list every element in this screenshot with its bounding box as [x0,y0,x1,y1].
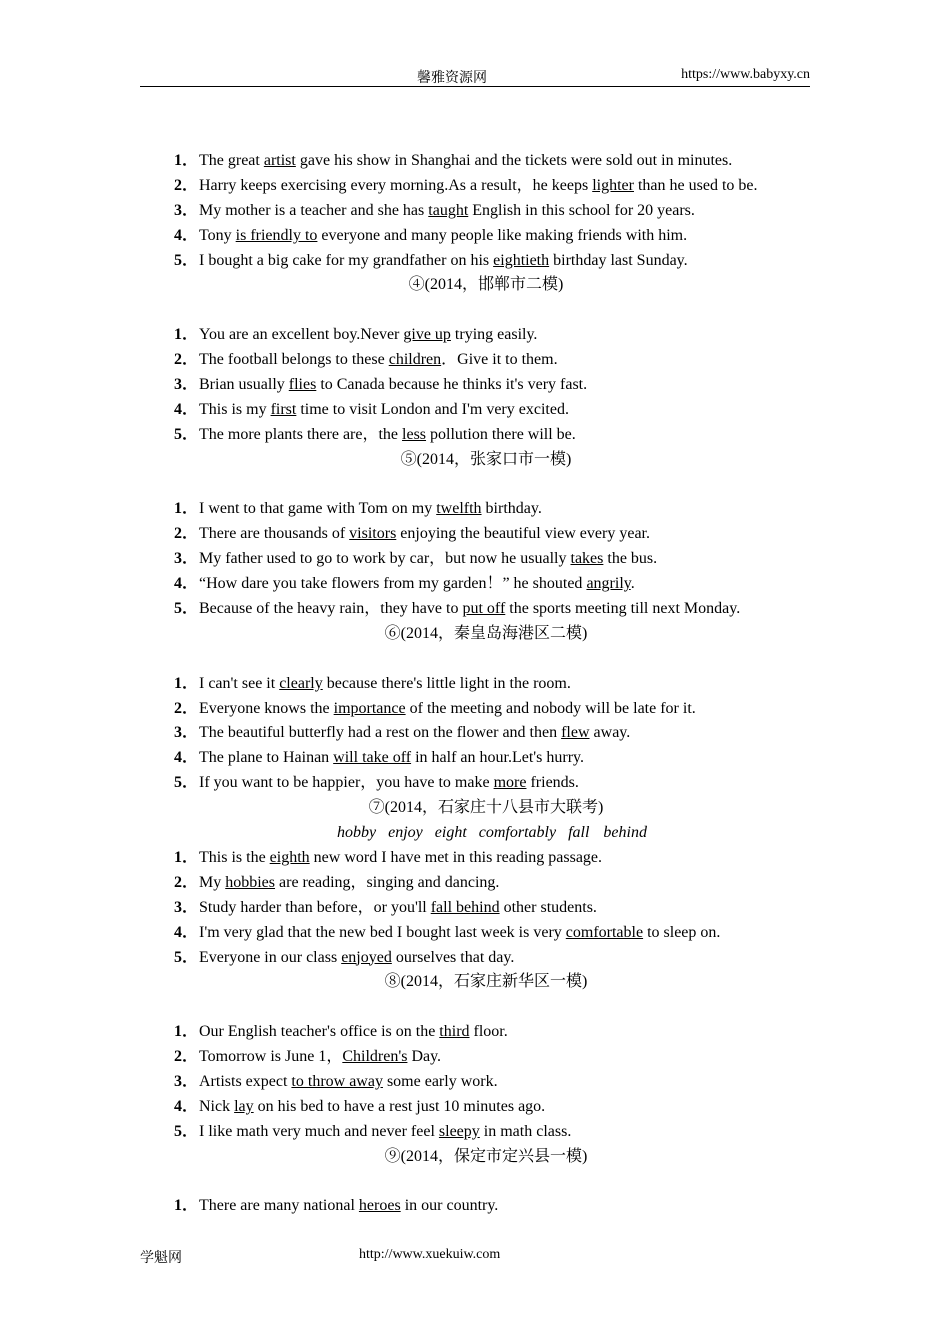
answer-blank: artist [263,152,296,169]
exercise-item [0,921,950,946]
sentence-text: birthday last Sunday. [549,251,688,269]
sentence-text: in math class. [479,1122,572,1140]
item-number: 1． [174,848,199,866]
sentence-text: I like math very much and never feel [199,1122,439,1140]
exercise-item [0,896,950,921]
sentence-text: the sports meeting till next Monday. [505,600,741,618]
header-url: https://www.babyxy.cn [681,67,810,82]
sentence-text: Everyone in our class [199,948,342,966]
item-number: 5． [174,948,199,966]
sentence-text: trying easily. [450,326,538,344]
item-number: 4． [174,923,199,941]
sentence-text: The more plants there are，the [199,425,403,443]
item-number: 3． [174,201,199,219]
sentence-text: everyone and many people like making friends with him. [317,226,688,244]
sentence-text: Brian usually [199,376,289,394]
sentence-text: Nick [199,1097,235,1115]
item-number: 1． [174,152,199,169]
item-number: 1． [174,1197,199,1215]
sentence-text: Our English teacher's office is on the [199,1023,440,1041]
sentence-text: enjoying the beautiful view every year. [396,525,650,543]
sentence-text: birthday. [481,500,542,518]
sentence-text: . [630,575,635,593]
item-sentence [199,1045,441,1070]
item-number: 1． [174,1023,199,1041]
exercise-item [0,946,950,971]
answer-blank: put off [462,600,506,618]
item-number: 3． [174,550,199,568]
answer-blank: first [270,400,297,418]
spacer [0,995,950,1020]
page-header [140,66,810,87]
sentence-text: “How dare you take flowers from my garden！” he shouted [199,575,587,593]
exercise-item [0,1120,950,1145]
exercise-item [0,1045,950,1070]
sentence-text: This is the [199,848,270,866]
sentence-text: ．Give it to them. [441,351,558,369]
exercise-item [0,597,950,622]
item-number: 4． [174,749,199,767]
exercise-item [0,174,950,199]
item-number: 4． [174,400,199,418]
spacer [0,473,950,498]
item-sentence [199,323,537,348]
item-sentence [199,597,740,622]
item-number: 1． [174,674,199,692]
exercise-item [0,572,950,597]
item-sentence [199,871,499,896]
item-number: 3． [174,1072,199,1090]
item-sentence [199,1194,498,1219]
sentence-text: other students. [499,898,597,916]
exercise-item [0,199,950,224]
item-number: 2． [174,1048,199,1066]
item-sentence [199,721,630,746]
sentence-text: are reading，singing and dancing. [275,873,500,891]
answer-blank: lighter [592,176,634,194]
answer-blank: heroes [358,1197,401,1215]
answer-blank: to throw away [291,1072,383,1090]
word-bank [0,821,950,846]
answer-blank: fall behind [430,898,500,916]
answer-blank: Children's [342,1048,408,1066]
answer-blank: children [388,351,442,369]
answer-blank: enjoyed [341,948,392,966]
item-number: 5． [174,774,199,792]
answer-blank: takes [570,550,604,568]
section-source: ⑨(2014，保定市定兴县一模) [384,1147,588,1165]
sentence-text: in our country. [400,1197,499,1215]
word-bank-item: comfortably [478,824,557,842]
answer-blank: lay [234,1097,254,1115]
item-sentence [199,149,732,174]
item-sentence [199,846,602,871]
sentence-text: The football belongs to these [199,351,389,369]
item-sentence [199,224,687,249]
exercise-item [0,1020,950,1045]
item-sentence [199,746,584,771]
item-number: 4． [174,1097,199,1115]
section-source: ⑤(2014，张家口市一模) [400,450,572,468]
sentence-text: Tomorrow is June 1， [199,1048,343,1066]
footer-site-name: 学魁网 [140,1251,182,1266]
item-number: 5． [174,1122,199,1140]
sentence-text: Because of the heavy rain，they have to [199,600,463,618]
spacer [0,647,950,672]
item-sentence [199,572,635,597]
exercise-item [0,398,950,423]
exercise-item [0,1194,950,1219]
exercise-item [0,348,950,373]
answer-blank: less [402,425,427,443]
answer-blank: hobbies [225,873,276,891]
sentence-text: This is my [199,400,271,418]
item-sentence [199,921,720,946]
sentence-text: on his bed to have a rest just 10 minutes ago. [253,1097,546,1115]
answer-blank: will take off [333,749,412,767]
answer-blank: give up [403,326,451,344]
item-number: 3． [174,376,199,394]
sentence-text: time to visit London and I'm very excited. [296,400,569,418]
exercise-item [0,522,950,547]
answer-blank: third [439,1023,470,1041]
item-sentence [199,1095,545,1120]
sentence-text: My mother is a teacher and she has [199,201,429,219]
item-sentence [199,672,571,697]
sentence-text: gave his show in Shanghai and the tickets were sold out in minutes. [295,152,733,169]
item-sentence [199,697,696,722]
word-bank-item: eight [434,824,467,842]
item-sentence [199,249,688,274]
sentence-text: You are an excellent boy.Never [199,326,404,344]
item-number: 4． [174,575,199,593]
item-sentence [199,522,650,547]
section-source: ④(2014，邯郸市二模) [408,276,564,294]
exercise-item [0,871,950,896]
sentence-text: in half an hour.Let's hurry. [411,749,584,767]
sentence-text: My father used to go to work by car，but now he usually [199,550,571,568]
sentence-text: Harry keeps exercising every morning.As a result，he keeps [199,176,593,194]
exercise-item [0,672,950,697]
exercise-item [0,1095,950,1120]
answer-blank: flew [561,724,590,742]
exercise-item [0,846,950,871]
item-sentence [199,398,569,423]
answer-blank: eighth [269,848,310,866]
sentence-text: Artists expect [199,1072,292,1090]
item-number: 2． [174,525,199,543]
item-number: 2． [174,699,199,717]
sentence-text: some early work. [382,1072,498,1090]
item-number: 1． [174,326,199,344]
sentence-text: ourselves that day. [391,948,515,966]
sentence-text: of the meeting and nobody will be late for it. [405,699,696,717]
sentence-text: I'm very glad that the new bed I bought last week is very [199,923,566,941]
item-sentence [199,771,579,796]
item-number: 5． [174,600,199,618]
item-number: 2． [174,176,199,194]
item-sentence [199,547,657,572]
sentence-text: to sleep on. [643,923,721,941]
exercise-item [0,373,950,398]
footer-url: http://www.xuekuiw.com [359,1247,501,1262]
answer-blank: visitors [349,525,397,543]
item-sentence [199,348,558,373]
item-number: 1． [174,500,199,518]
answer-blank: clearly [279,674,323,692]
exercise-item [0,323,950,348]
sentence-text: There are thousands of [199,525,350,543]
item-sentence [199,1020,508,1045]
sentence-text: Study harder than before，or you'll [199,898,431,916]
section-source: ⑥(2014，秦皇岛海港区二模) [384,624,588,642]
sentence-text: pollution there will be. [426,425,576,443]
answer-blank: taught [428,201,469,219]
sentence-text: I can't see it [199,674,280,692]
item-sentence [199,497,542,522]
answer-blank: angrily [586,575,631,593]
sentence-text: away. [589,724,631,742]
sentence-text: If you want to be happier，you have to make [199,774,494,792]
sentence-text: I bought a big cake for my grandfather on his [199,251,494,269]
sentence-text: because there's little light in the room. [322,674,571,692]
sentence-text: My [199,873,226,891]
sentence-text: The great [199,152,264,169]
exercise-item [0,721,950,746]
item-sentence [199,1120,571,1145]
item-number: 2． [174,351,199,369]
exercise-item [0,746,950,771]
answer-blank: is friendly to [235,226,318,244]
sentence-text: floor. [469,1023,508,1041]
sentence-text: English in this school for 20 years. [468,201,695,219]
item-number: 5． [174,251,199,269]
exercise-item [0,149,950,174]
exercise-content [0,149,950,1219]
item-sentence [199,946,514,971]
item-number: 3． [174,724,199,742]
sentence-text: The plane to Hainan [199,749,334,767]
sentence-text: I went to that game with Tom on my [199,500,437,518]
answer-blank: eightieth [493,251,550,269]
spacer [0,1170,950,1195]
item-sentence [199,423,576,448]
item-number: 2． [174,873,199,891]
item-number: 4． [174,226,199,244]
sentence-text: new word I have met in this reading passage. [309,848,603,866]
item-number: 5． [174,425,199,443]
item-sentence [199,373,587,398]
spacer [0,298,950,323]
sentence-text: the bus. [603,550,658,568]
item-sentence [199,896,597,921]
sentence-text: Day. [407,1048,442,1066]
sentence-text: Everyone knows the [199,699,334,717]
answer-blank: twelfth [436,500,482,518]
header-site-name: 馨雅资源网 [417,71,487,86]
exercise-item [0,547,950,572]
exercise-item [0,224,950,249]
sentence-text: to Canada because he thinks it's very fast. [316,376,588,394]
answer-blank: sleepy [438,1122,480,1140]
sentence-text: The beautiful butterfly had a rest on the flower and then [199,724,562,742]
item-sentence [199,1070,498,1095]
item-sentence [199,199,695,224]
section-source: ⑦(2014，石家庄十八县市大联考) [368,799,604,817]
exercise-item [0,771,950,796]
answer-blank: comfortable [565,923,644,941]
answer-blank: flies [288,376,317,394]
sentence-text: There are many national [199,1197,359,1215]
word-bank-item: hobby [337,824,377,842]
exercise-item [0,697,950,722]
exercise-item [0,423,950,448]
exercise-item [0,1070,950,1095]
answer-blank: more [493,774,527,792]
sentence-text: Tony [199,226,236,244]
word-bank-item: enjoy [388,824,423,842]
section-source: ⑧(2014，石家庄新华区一模) [384,973,588,991]
word-bank-item: fall behind [568,824,647,842]
item-number: 3． [174,898,199,916]
sentence-text: friends. [526,774,579,792]
item-sentence [199,174,758,199]
sentence-text: than he used to be. [633,176,758,194]
exercise-item [0,249,950,274]
exercise-item [0,497,950,522]
answer-blank: importance [333,699,406,717]
